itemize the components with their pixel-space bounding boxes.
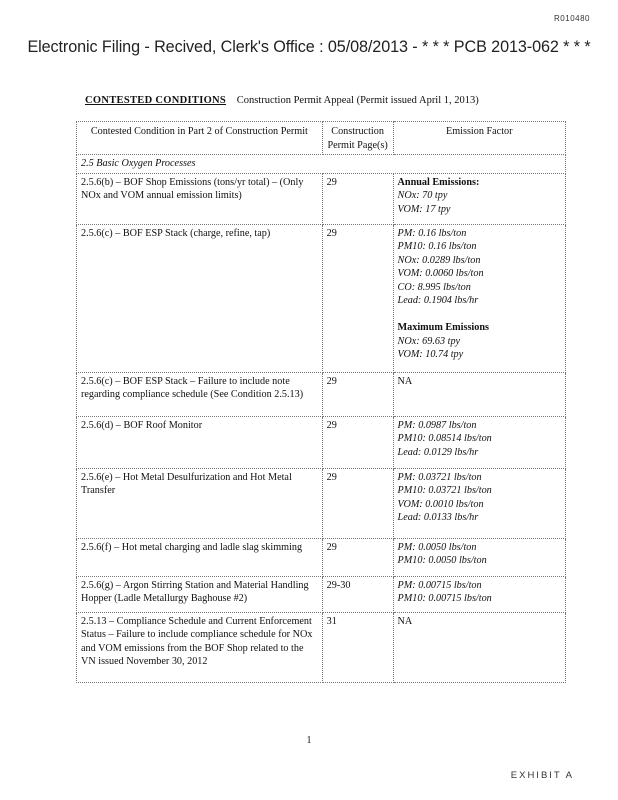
factor-cell	[393, 538, 565, 576]
page-cell: 31	[322, 612, 393, 682]
condition-cell: 2.5.13 – Compliance Schedule and Current Enforcement Status – Failure to include compliance schedule for NOx and VOM emissions from the BOF Shop related to the VN issued November 30, 2012	[77, 612, 323, 682]
condition-cell: 2.5.6(c) – BOF ESP Stack (charge, refine, tap)	[77, 224, 323, 372]
table-row	[77, 224, 566, 372]
table-row	[77, 416, 566, 468]
condition-cell: 2.5.6(g) – Argon Stirring Station and Material Handling Hopper (Ladle Metallurgy Baghouse #2)	[77, 576, 323, 612]
table-header-row	[77, 122, 566, 155]
factor-cell: NA	[393, 612, 565, 682]
table-row	[77, 576, 566, 612]
factor-line: VOM: 17 tpy	[397, 203, 451, 215]
page-cell: 29	[322, 224, 393, 372]
factor-line: PM: 0.03721 lbs/ton	[397, 471, 482, 483]
factor-line: CO: 8.995 lbs/ton	[397, 281, 471, 293]
factor-line: PM10: 0.00715 lbs/ton	[397, 593, 492, 604]
factor-line: PM10: 0.0050 lbs/ton	[397, 555, 487, 566]
factor-line: NOx: 0.0289 lbs/ton	[397, 254, 481, 266]
page-cell: 29	[322, 372, 393, 416]
factor-line: NOx: 69.63 tpy	[397, 335, 461, 347]
factor-line: PM10: 0.16 lbs/ton	[397, 241, 477, 252]
factor-line: VOM: 0.0010 lbs/ton	[397, 498, 484, 510]
factor-line: PM10: 0.03721 lbs/ton	[397, 485, 492, 496]
title-subtitle: Construction Permit Appeal (Permit issued April 1, 2013)	[236, 95, 479, 106]
factor-line: VOM: 10.74 tpy	[397, 349, 464, 360]
factor-line: PM: 0.0987 lbs/ton	[397, 419, 477, 431]
condition-cell: 2.5.6(b) – BOF Shop Emissions (tons/yr total) – (Only NOx and VOM annual emission limits)	[77, 173, 323, 224]
section-label: 2.5 Basic Oxygen Processes	[77, 155, 566, 174]
condition-cell: 2.5.6(f) – Hot metal charging and ladle slag skimming	[77, 538, 323, 576]
table-row	[77, 538, 566, 576]
header-page: Construction Permit Page(s)	[322, 122, 393, 155]
factor-line: VOM: 0.0060 lbs/ton	[397, 268, 484, 279]
factor-line: Lead: 0.0133 lbs/hr	[397, 512, 479, 523]
factor-line: Lead: 0.0129 lbs/hr	[397, 446, 479, 458]
condition-cell: 2.5.6(c) – BOF ESP Stack – Failure to include note regarding compliance schedule (See Condition 2.5.13)	[77, 372, 323, 416]
page-number: 1	[306, 735, 312, 746]
table-row	[77, 612, 566, 682]
table-row	[77, 372, 566, 416]
factor-line: Lead: 0.1904 lbs/hr	[397, 295, 479, 306]
page-cell: 29	[322, 173, 393, 224]
contested-conditions-table	[76, 121, 566, 683]
factor-line: PM10: 0.08514 lbs/ton	[397, 433, 492, 444]
page-cell: 29	[322, 538, 393, 576]
factor-cell	[393, 576, 565, 612]
section-row	[77, 155, 566, 174]
table-row	[77, 468, 566, 538]
factor-cell: NA	[393, 372, 565, 416]
document-stamp: R010480	[554, 14, 590, 23]
page-cell: 29-30	[322, 576, 393, 612]
condition-cell: 2.5.6(e) – Hot Metal Desulfurization and Hot Metal Transfer	[77, 468, 323, 538]
factor-cell	[393, 173, 565, 224]
header-condition: Contested Condition in Part 2 of Construction Permit	[77, 122, 323, 155]
factor-cell	[393, 416, 565, 468]
filing-banner: Electronic Filing - Recived, Clerk's Office : 05/08/2013 - * * * PCB 2013-062 * * *	[27, 38, 591, 56]
factor-line: PM: 0.00715 lbs/ton	[397, 579, 482, 591]
factor-line: NOx: 70 tpy	[397, 190, 448, 201]
factor-title: Annual Emissions:	[397, 176, 480, 188]
page-cell: 29	[322, 416, 393, 468]
factor-line: PM: 0.16 lbs/ton	[397, 227, 467, 239]
document-title	[85, 95, 605, 106]
factor-title: Maximum Emissions	[397, 322, 489, 333]
page-cell: 29	[322, 468, 393, 538]
factor-cell	[393, 224, 565, 372]
title-heading: CONTESTED CONDITIONS	[85, 95, 227, 106]
condition-cell: 2.5.6(d) – BOF Roof Monitor	[77, 416, 323, 468]
factor-cell	[393, 468, 565, 538]
header-factor: Emission Factor	[393, 122, 565, 155]
factor-line: PM: 0.0050 lbs/ton	[397, 541, 477, 553]
table-row	[77, 173, 566, 224]
exhibit-label: EXHIBIT A	[510, 770, 574, 781]
